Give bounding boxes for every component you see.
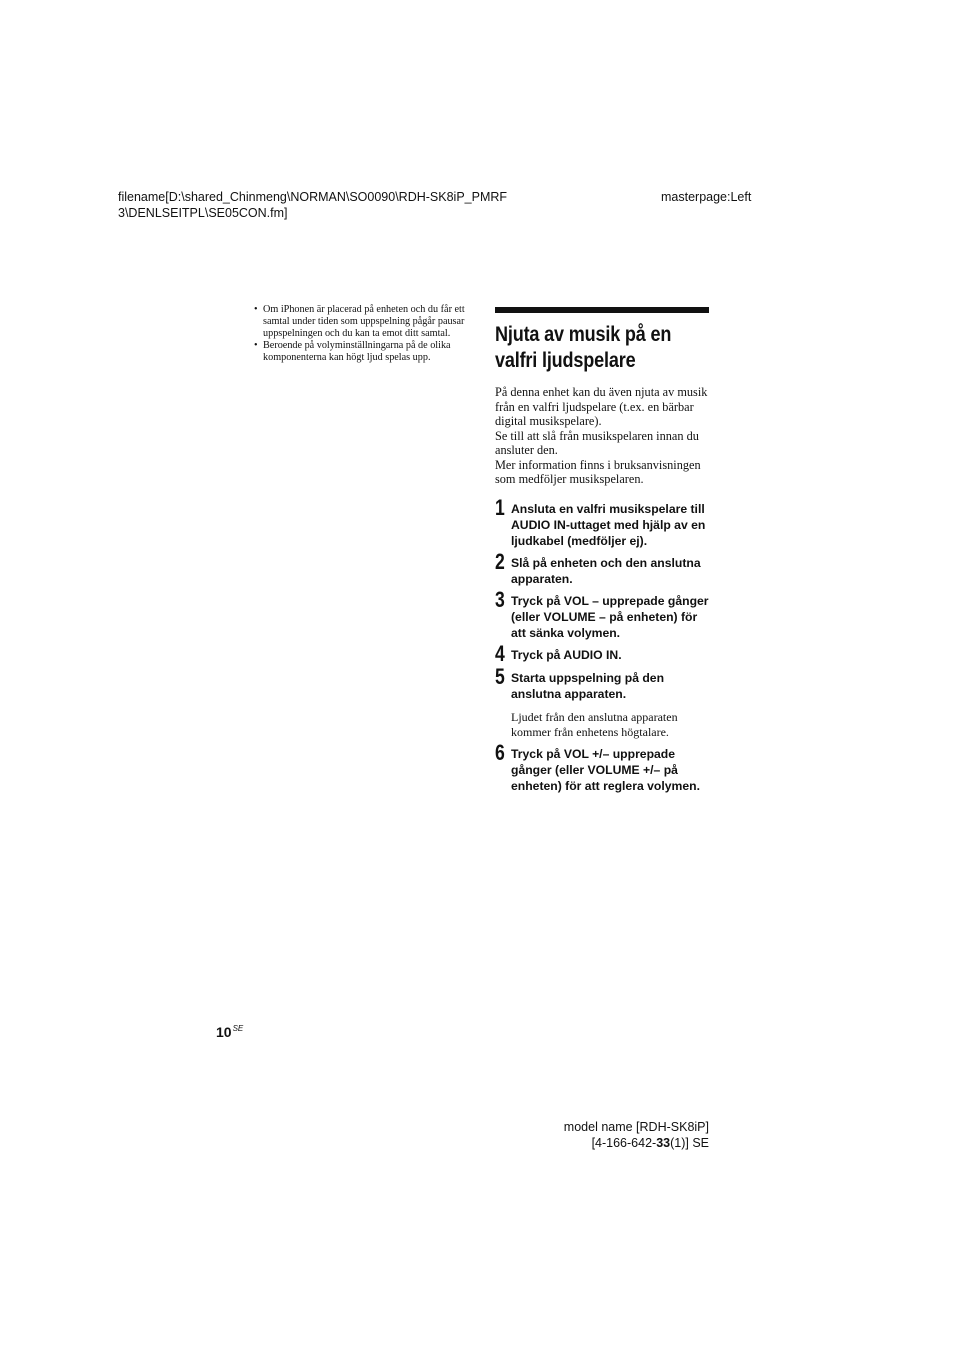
section-rule (495, 307, 709, 313)
note-item (254, 340, 470, 364)
section-title-line-2: valfri ljudspelare (495, 349, 636, 372)
step-instruction: Tryck på VOL – upprepade gånger (eller VOLUME – på enheten) för att sänka volymen. (511, 593, 709, 640)
part-code-suffix: (1)] SE (670, 1136, 709, 1150)
step-1 (495, 494, 709, 549)
part-code-bold: 33 (656, 1136, 671, 1150)
step-number: 5 (495, 663, 505, 689)
step-4 (495, 640, 709, 666)
step-number: 6 (495, 739, 505, 765)
step-3 (495, 586, 709, 641)
step-6 (495, 739, 709, 794)
note-text: Beroende på volyminställningarna på de olika komponenterna kan högt ljud spelas upp. (263, 340, 451, 363)
part-code-prefix: [4-166-642- (591, 1136, 657, 1150)
note-item (254, 304, 470, 340)
masterpage-label: masterpage:Left (661, 190, 752, 204)
bullet-icon: • (254, 340, 258, 351)
main-section (495, 307, 709, 800)
filename-header (118, 189, 558, 221)
step-instruction: Starta uppspelning på den anslutna apparaten. (511, 670, 665, 701)
intro-paragraph: På denna enhet kan du även njuta av musik från en valfri ljudspelare (t.ex. en bärbar digital musikspelare). (495, 385, 708, 428)
page-number-value: 10 (216, 1024, 232, 1040)
note-text: Om iPhonen är placerad på enheten och du får ett samtal under tiden som uppspelning pågår pausar uppspelningen och du kan ta emot ditt samtal. (263, 304, 465, 339)
intro-text (495, 385, 709, 487)
section-title-line-1: Njuta av musik på en (495, 323, 672, 346)
page-number-suffix: SE (232, 1024, 244, 1033)
intro-paragraph: Se till att slå från musikspelaren innan du ansluter den. (495, 428, 699, 457)
step-instruction: Tryck på AUDIO IN. (511, 647, 622, 662)
section-title (495, 322, 710, 374)
intro-paragraph: Mer information finns i bruksanvisningen som medföljer musikspelaren. (495, 457, 701, 486)
left-notes-column (254, 304, 470, 364)
step-number: 1 (495, 494, 505, 520)
part-code (564, 1135, 709, 1151)
model-footer (564, 1119, 709, 1151)
step-number: 2 (495, 548, 505, 574)
filename-line-1: filename[D:\shared_Chinmeng\NORMAN\SO0090\RDH-SK8iP_PMRF (118, 190, 508, 204)
filename-line-2: 3\DENLSEITPL\SE05CON.fm] (118, 206, 288, 220)
model-name: model name [RDH-SK8iP] (563, 1120, 709, 1134)
step-2 (495, 548, 709, 587)
page-number (216, 1024, 243, 1040)
step-number: 3 (495, 586, 505, 612)
step-instruction: Ansluta en valfri musikspelare till AUDIO IN-uttaget med hjälp av en ljudkabel (medföljer ej). (511, 501, 706, 548)
bullet-icon: • (254, 304, 258, 315)
step-5 (495, 663, 709, 740)
step-note: Ljudet från den anslutna apparaten kommer från enhetens högtalare. (511, 709, 678, 739)
step-instruction: Slå på enheten och den anslutna apparaten. (511, 555, 701, 586)
step-number: 4 (495, 640, 505, 666)
steps-list (495, 494, 709, 794)
step-instruction: Tryck på VOL +/– upprepade gånger (eller VOLUME +/– på enheten) för att reglera volymen. (511, 746, 700, 793)
